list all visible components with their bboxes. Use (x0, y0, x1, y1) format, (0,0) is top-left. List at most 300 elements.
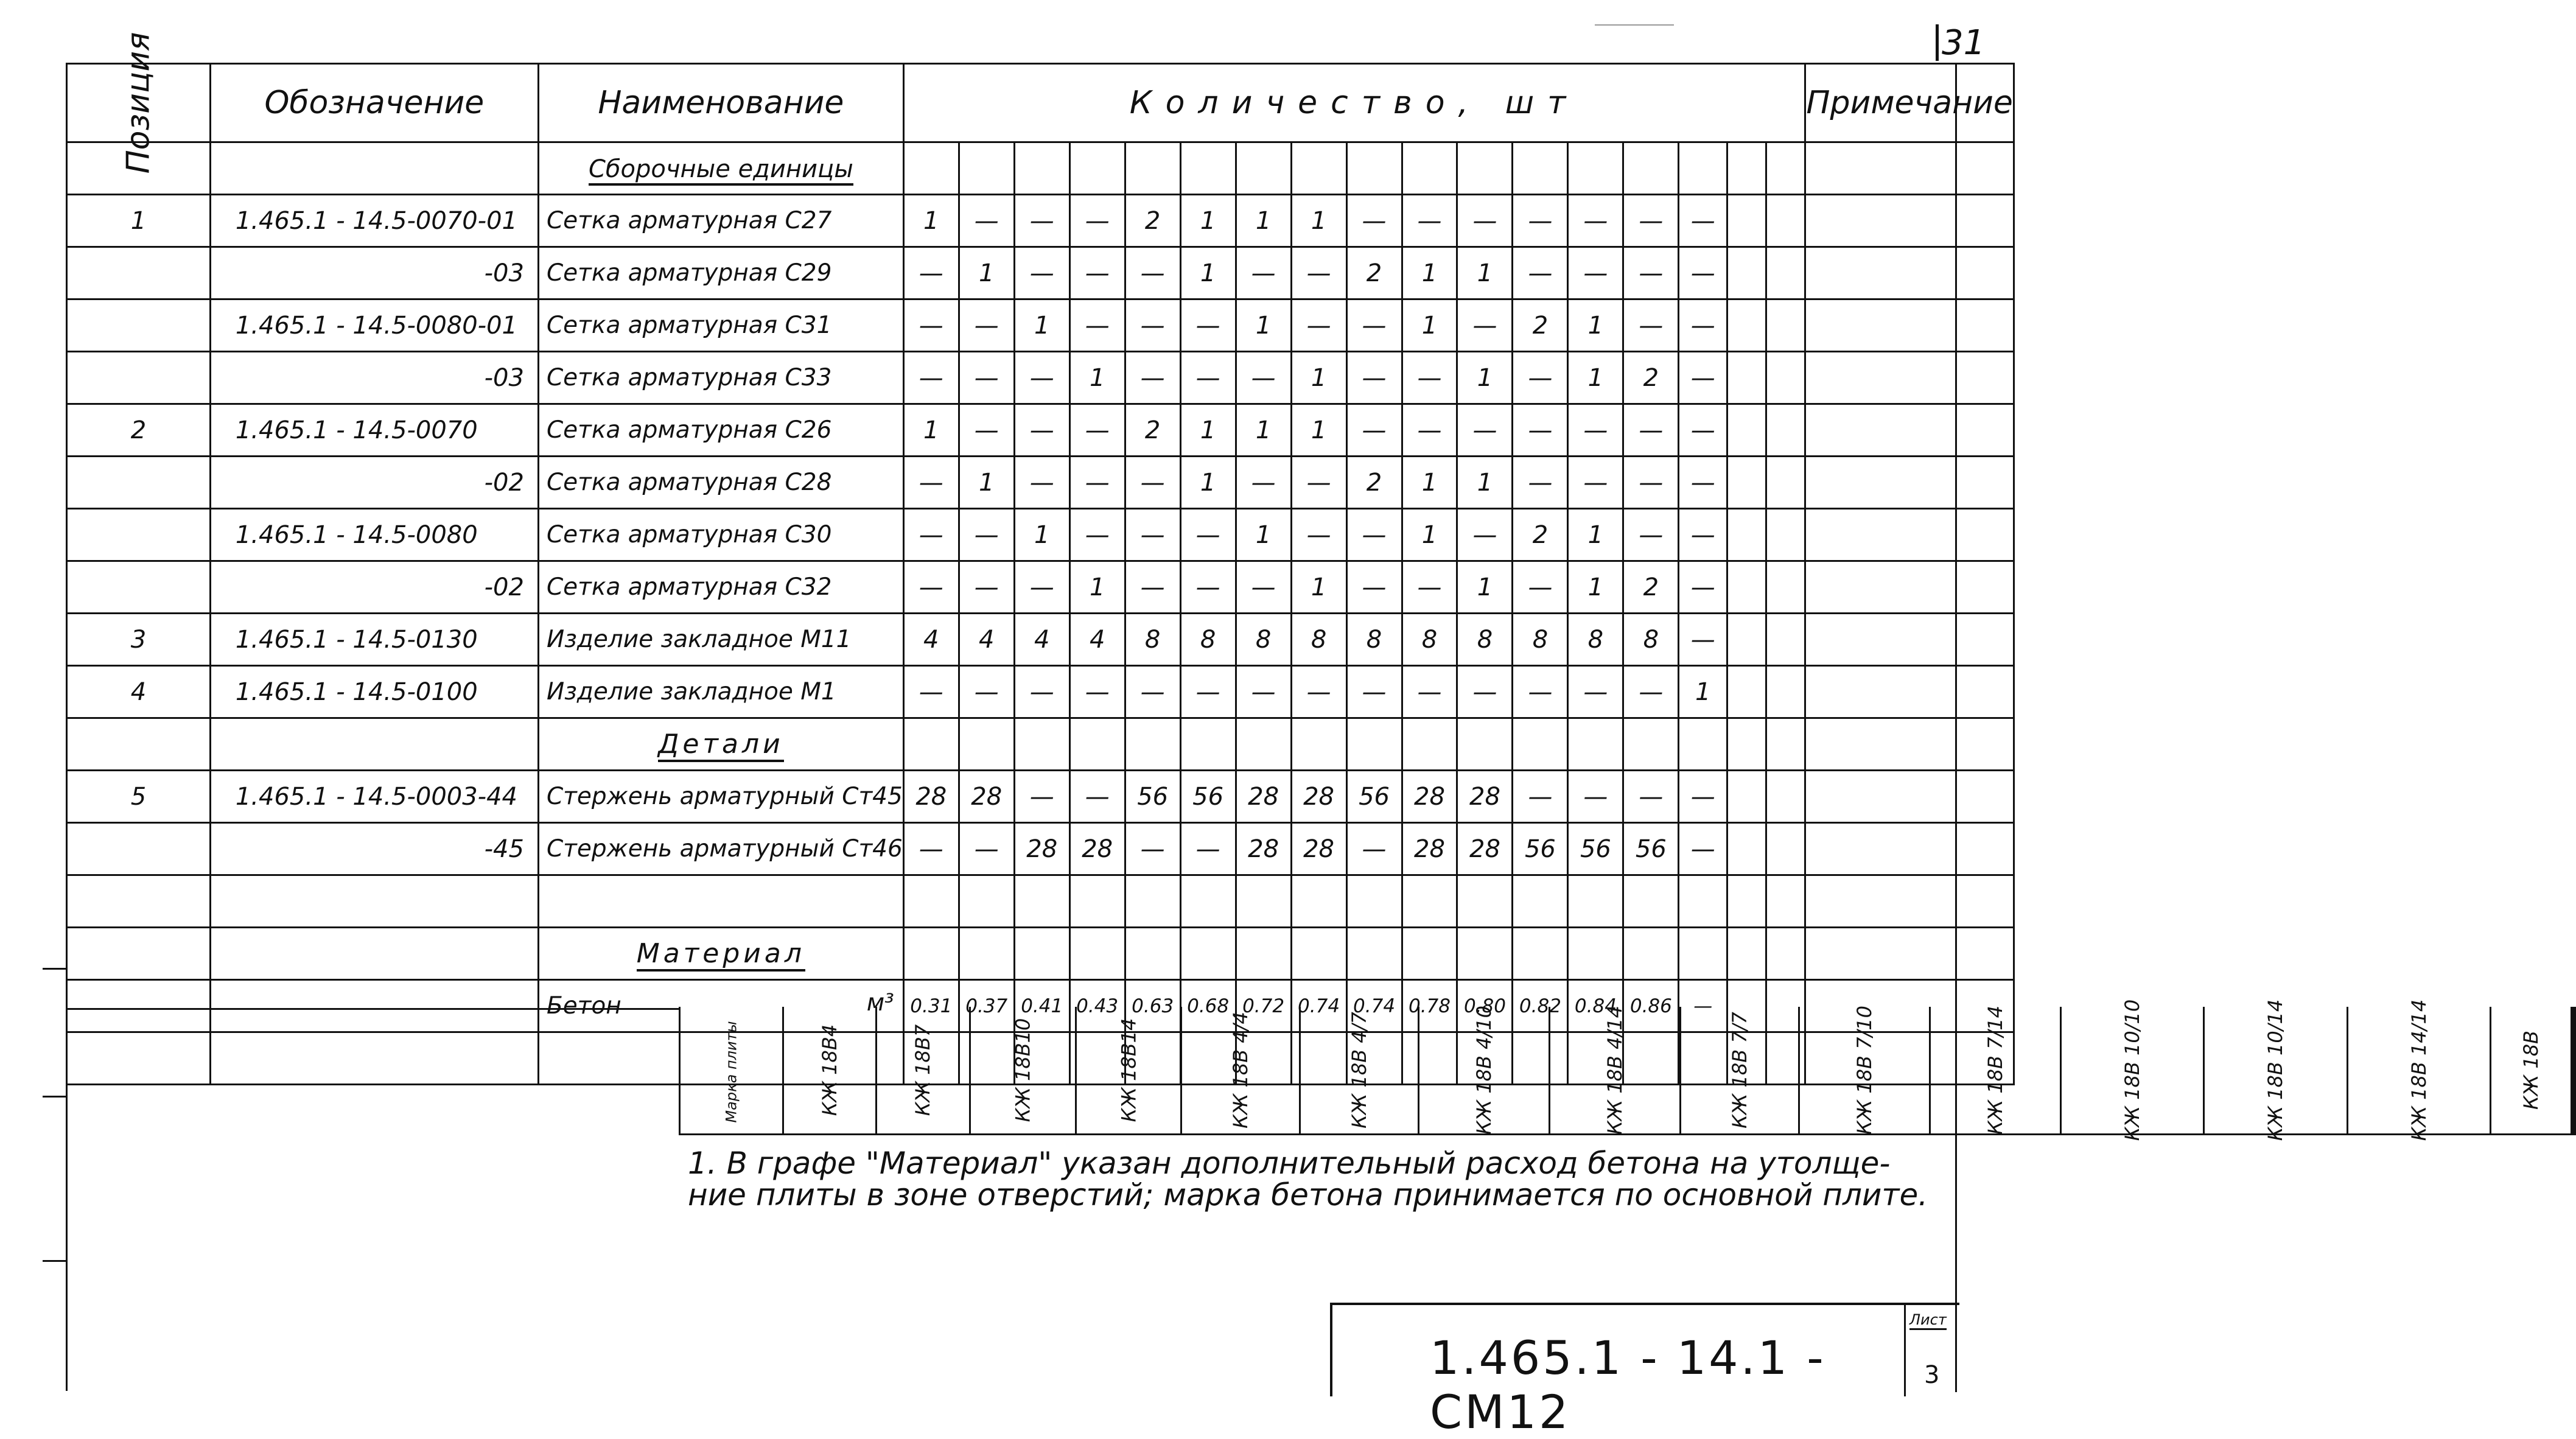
quantity-cell: — (1623, 666, 1679, 718)
quantity-cell (1457, 928, 1513, 980)
quantity-cell (1679, 718, 1727, 771)
quantity-cell: — (1457, 509, 1513, 561)
designation-cell: -02 (210, 457, 538, 509)
name-cell: Изделие закладное М1 (538, 666, 903, 718)
quantity-cell (1766, 404, 1805, 457)
quantity-cell (1069, 142, 1125, 195)
quantity-cell: 1 (903, 404, 959, 457)
name-cell: Сетка арматурная С32 (538, 561, 903, 614)
note-cell (1805, 718, 2014, 771)
quantity-cell: — (1346, 404, 1402, 457)
plate-mark: КЖ 18В10 (1011, 1018, 1035, 1122)
quantity-cell: — (1623, 509, 1679, 561)
quantity-cell (959, 142, 1014, 195)
note-cell (1805, 561, 2014, 614)
section-row (67, 718, 2014, 771)
plate-mark-cell (783, 1007, 877, 1135)
name-cell: Сетка арматурная С30 (538, 509, 903, 561)
name-cell: Сетка арматурная С29 (538, 247, 903, 299)
position-cell: 3 (67, 614, 211, 666)
section-title-text: Материал (637, 938, 805, 972)
quantity-cell: 56 (1346, 771, 1402, 823)
designation-cell (210, 142, 538, 195)
quantity-cell: — (1346, 823, 1402, 875)
quantity-cell: — (1125, 561, 1180, 614)
material-quantity-cell: 0.37 (959, 980, 1014, 1032)
quantity-cell: — (1679, 247, 1727, 299)
quantity-cell (1727, 352, 1766, 404)
plate-mark-cell (1181, 1007, 1300, 1135)
note-cell (1805, 299, 2014, 352)
quantity-cell: — (1402, 352, 1457, 404)
quantity-cell: — (959, 561, 1014, 614)
material-quantity-cell: 0.31 (903, 980, 959, 1032)
empty-cell (1623, 875, 1679, 928)
quantity-cell (1727, 247, 1766, 299)
quantity-cell: — (1125, 299, 1180, 352)
position-cell (67, 718, 211, 771)
quantity-cell: 1 (959, 457, 1014, 509)
designation-cell: 1.465.1 - 14.5-0003-44 (210, 771, 538, 823)
quantity-cell: 1 (1291, 561, 1346, 614)
quantity-cell (1766, 666, 1805, 718)
quantity-cell: 2 (1346, 247, 1402, 299)
quantity-cell (1069, 718, 1125, 771)
plate-mark-cell (1930, 1007, 2060, 1135)
quantity-cell: — (1125, 457, 1180, 509)
quantity-cell: — (1125, 823, 1180, 875)
designation-cell: 1.465.1 - 14.5-0130 (210, 614, 538, 666)
quantity-cell: — (1679, 823, 1727, 875)
quantity-cell: 1 (1291, 404, 1346, 457)
quantity-cell (1766, 509, 1805, 561)
item-row (67, 457, 2014, 509)
quantity-cell: — (1623, 299, 1679, 352)
empty-cell (1679, 875, 1727, 928)
quantity-cell (1513, 928, 1568, 980)
quantity-cell (1568, 928, 1623, 980)
plate-mark: КЖ 18В 7/14 (1983, 1005, 2007, 1135)
note-cell (1805, 509, 2014, 561)
position-cell (67, 299, 211, 352)
quantity-cell: 2 (1623, 561, 1679, 614)
position-cell: 1 (67, 195, 211, 247)
position-cell (67, 247, 211, 299)
footnote-line-2: ние плиты в зоне отверстий; марка бетона принимается по основной плите. (688, 1177, 1928, 1213)
designation-cell: -02 (210, 561, 538, 614)
quantity-cell: — (1236, 666, 1291, 718)
plate-mark-cell (2573, 1007, 2575, 1135)
name-cell: Сетка арматурная С28 (538, 457, 903, 509)
quantity-cell: — (1180, 561, 1236, 614)
quantity-cell (903, 718, 959, 771)
quantity-cell: 56 (1623, 823, 1679, 875)
plate-mark: КЖ 18В 4/7 (1347, 1012, 1371, 1129)
quantity-cell: — (1236, 457, 1291, 509)
position-cell (67, 457, 211, 509)
quantity-cell: — (1623, 404, 1679, 457)
quantity-cell: — (1125, 352, 1180, 404)
quantity-cell: — (1180, 299, 1236, 352)
note-cell (1805, 666, 2014, 718)
quantity-cell (959, 928, 1014, 980)
quantity-cell: — (1014, 247, 1069, 299)
quantity-cell: 1 (903, 195, 959, 247)
quantity-cell: 1 (1180, 195, 1236, 247)
item-row (67, 404, 2014, 457)
quantity-cell (1766, 561, 1805, 614)
quantity-cell: — (1180, 666, 1236, 718)
quantity-cell: 1 (1014, 299, 1069, 352)
quantity-cell: — (903, 247, 959, 299)
quantity-cell: 28 (1236, 823, 1291, 875)
quantity-cell: — (1513, 561, 1568, 614)
quantity-cell (1623, 928, 1679, 980)
quantity-cell (1766, 457, 1805, 509)
empty-row (67, 875, 2014, 928)
plate-mark-cell (1799, 1007, 1930, 1135)
quantity-cell (1766, 195, 1805, 247)
empty-cell (959, 875, 1014, 928)
quantity-cell: — (1346, 561, 1402, 614)
quantity-cell (1457, 718, 1513, 771)
quantity-cell: 1 (1568, 352, 1623, 404)
quantity-cell: 8 (1568, 614, 1623, 666)
quantity-cell: 1 (1402, 457, 1457, 509)
quantity-cell: 2 (1346, 457, 1402, 509)
quantity-cell: — (1679, 614, 1727, 666)
quantity-cell: — (1402, 404, 1457, 457)
plate-mark-cell (877, 1007, 970, 1135)
section-row (67, 928, 2014, 980)
quantity-cell: 2 (1125, 195, 1180, 247)
empty-cell (1125, 875, 1180, 928)
empty-cell (67, 1032, 211, 1085)
quantity-cell (1727, 457, 1766, 509)
designation-cell: 1.465.1 - 14.5-0070 (210, 404, 538, 457)
plate-mark-cell (1549, 1007, 1680, 1135)
item-row (67, 352, 2014, 404)
quantity-cell: 8 (1402, 614, 1457, 666)
quantity-cell: — (1457, 666, 1513, 718)
name-cell: Стержень арматурный Ст45 (538, 771, 903, 823)
footnote (688, 1147, 1930, 1211)
designation-cell (210, 718, 538, 771)
sheet-box (1904, 1305, 1959, 1396)
quantity-cell: — (903, 666, 959, 718)
quantity-cell (1291, 142, 1346, 195)
material-quantity-cell: 0.82 (1513, 980, 1568, 1032)
quantity-cell: — (1513, 247, 1568, 299)
quantity-cell: 1 (1014, 509, 1069, 561)
quantity-cell (1766, 771, 1805, 823)
quantity-cell (1125, 928, 1180, 980)
quantity-cell (1766, 352, 1805, 404)
quantity-cell: — (1513, 666, 1568, 718)
material-quantity-cell: 0.63 (1125, 980, 1180, 1032)
quantity-cell (1402, 142, 1457, 195)
quantity-cell (1513, 142, 1568, 195)
quantity-cell (1402, 928, 1457, 980)
designation-cell (210, 980, 538, 1032)
quantity-cell: 8 (1291, 614, 1346, 666)
quantity-cell: — (903, 299, 959, 352)
quantity-cell: — (1291, 457, 1346, 509)
header-row (67, 64, 2014, 142)
designation-cell: 1.465.1 - 14.5-0100 (210, 666, 538, 718)
quantity-cell: 28 (959, 771, 1014, 823)
plate-mark: КЖ 18В 4/4 (1229, 1012, 1253, 1129)
quantity-cell (1679, 928, 1727, 980)
empty-cell (1236, 875, 1291, 928)
material-quantity-cell: 0.43 (1069, 980, 1125, 1032)
empty-cell (1766, 875, 1805, 928)
material-quantity-cell: 0.74 (1291, 980, 1346, 1032)
quantity-cell (1457, 142, 1513, 195)
quantity-cell: 28 (1291, 823, 1346, 875)
name-cell: Сетка арматурная С27 (538, 195, 903, 247)
plate-mark: КЖ 18В7 (911, 1024, 935, 1116)
item-row (67, 509, 2014, 561)
quantity-cell: 1 (1069, 561, 1125, 614)
empty-cell (903, 875, 959, 928)
quantity-cell: 1 (959, 247, 1014, 299)
section-title (538, 142, 903, 195)
quantity-cell: — (959, 299, 1014, 352)
quantity-cell: — (959, 404, 1014, 457)
quantity-cell (1623, 142, 1679, 195)
item-row (67, 195, 2014, 247)
position-cell: 2 (67, 404, 211, 457)
material-quantity-cell: — (1679, 980, 1727, 1032)
section-row (67, 142, 2014, 195)
material-quantity-cell: 0.72 (1236, 980, 1291, 1032)
specification-table (66, 32, 2015, 1085)
plate-mark-cell (1680, 1007, 1799, 1135)
quantity-cell (1766, 299, 1805, 352)
quantity-cell: — (1402, 561, 1457, 614)
empty-cell (538, 875, 903, 928)
quantity-cell: 28 (903, 771, 959, 823)
quantity-cell (1766, 718, 1805, 771)
quantity-cell: 1 (1180, 247, 1236, 299)
note-cell (1805, 404, 2014, 457)
material-quantity-cell: 0.68 (1180, 980, 1236, 1032)
quantity-cell (1291, 928, 1346, 980)
material-unit: м³ (866, 989, 894, 1017)
empty-cell (1727, 875, 1766, 928)
quantity-cell: — (1069, 299, 1125, 352)
quantity-cell: 28 (1069, 823, 1125, 875)
quantity-cell: — (1069, 771, 1125, 823)
empty-cell (1014, 875, 1069, 928)
quantity-cell: — (1014, 666, 1069, 718)
plate-mark-cell (1300, 1007, 1419, 1135)
note-cell (1805, 352, 2014, 404)
item-row (67, 614, 2014, 666)
quantity-cell: — (1346, 195, 1402, 247)
quantity-cell (959, 718, 1014, 771)
quantity-cell (1069, 928, 1125, 980)
quantity-cell: 1 (1568, 509, 1623, 561)
quantity-cell: — (1568, 771, 1623, 823)
quantity-cell: — (1346, 666, 1402, 718)
position-cell (67, 561, 211, 614)
quantity-cell: 8 (1346, 614, 1402, 666)
quantity-cell (1180, 928, 1236, 980)
quantity-cell: — (1180, 823, 1236, 875)
quantity-cell: — (1623, 247, 1679, 299)
quantity-cell: — (1291, 509, 1346, 561)
quantity-cell (1766, 823, 1805, 875)
quantity-cell: — (1125, 509, 1180, 561)
empty-cell (1346, 875, 1402, 928)
quantity-cell: 28 (1457, 771, 1513, 823)
note-cell (1805, 457, 2014, 509)
margin-tick (43, 1096, 67, 1098)
plate-mark-cell (2204, 999, 2347, 1141)
designation-cell: -45 (210, 823, 538, 875)
quantity-cell: 28 (1236, 771, 1291, 823)
quantity-cell: — (1291, 247, 1346, 299)
quantity-cell: — (1402, 666, 1457, 718)
designation-cell: 1.465.1 - 14.5-0080-01 (210, 299, 538, 352)
top-mark-line (1595, 24, 1674, 26)
position-cell: 4 (67, 666, 211, 718)
quantity-cell: — (1291, 299, 1346, 352)
quantity-cell: 1 (1402, 299, 1457, 352)
quantity-cell: 8 (1457, 614, 1513, 666)
quantity-cell (1727, 614, 1766, 666)
name-header: Наименование (538, 64, 903, 142)
quantity-cell (1236, 928, 1291, 980)
quantity-cell: — (1014, 195, 1069, 247)
quantity-cell: 1 (1457, 247, 1513, 299)
material-quantity-cell: 0.84 (1568, 980, 1623, 1032)
empty-cell (1568, 875, 1623, 928)
plate-mark: КЖ 18В 4/14 (1603, 1005, 1626, 1135)
quantity-cell: 28 (1457, 823, 1513, 875)
quantity-cell: — (1623, 457, 1679, 509)
quantity-cell: — (903, 561, 959, 614)
quantity-cell: — (903, 352, 959, 404)
quantity-cell: — (1069, 247, 1125, 299)
quantity-cell: 2 (1513, 509, 1568, 561)
plate-marks-row (680, 1007, 2575, 1135)
designation-cell: -03 (210, 247, 538, 299)
designation-header: Обозначение (210, 64, 538, 142)
empty-cell (1069, 875, 1125, 928)
quantity-cell: 56 (1180, 771, 1236, 823)
position-header: Позиция (67, 64, 211, 142)
empty-cell (1291, 875, 1346, 928)
quantity-cell: — (1568, 666, 1623, 718)
plate-mark: КЖ 18В 10/10 (2120, 999, 2144, 1141)
plate-mark: КЖ 18В 7/7 (1727, 1012, 1751, 1129)
material-quantity-cell: 0.41 (1014, 980, 1069, 1032)
quantity-cell: — (903, 457, 959, 509)
quantity-cell: — (1236, 352, 1291, 404)
quantity-cell (1679, 142, 1727, 195)
section-title (538, 928, 903, 980)
quantity-cell: 1 (1180, 404, 1236, 457)
quantity-cell (1236, 718, 1291, 771)
plate-mark-cell (2490, 1007, 2571, 1135)
designation-cell: 1.465.1 - 14.5-0070-01 (210, 195, 538, 247)
note-cell (1805, 771, 2014, 823)
quantity-cell (1568, 142, 1623, 195)
plate-mark: КЖ 18В14 (1116, 1018, 1140, 1122)
material-quantity-cell: 0.86 (1623, 980, 1679, 1032)
quantity-cell: — (903, 509, 959, 561)
quantity-cell: — (1568, 457, 1623, 509)
quantity-cell: — (1679, 195, 1727, 247)
quantity-cell: 28 (1291, 771, 1346, 823)
quantity-cell: 4 (1014, 614, 1069, 666)
note-cell (1805, 142, 2014, 195)
quantity-cell (1727, 771, 1766, 823)
document-code: 1.465.1 - 14.1 - СМ12 (1430, 1331, 1826, 1439)
empty-cell (1180, 875, 1236, 928)
material-quantity-cell: 0.74 (1346, 980, 1402, 1032)
quantity-cell: — (1457, 299, 1513, 352)
quantity-cell: 56 (1568, 823, 1623, 875)
plate-mark: КЖ 18В (2519, 1030, 2543, 1110)
quantity-cell: 1 (1457, 561, 1513, 614)
name-cell: Сетка арматурная С33 (538, 352, 903, 404)
material-quantity-cell: 0.78 (1402, 980, 1457, 1032)
quantity-cell: — (959, 509, 1014, 561)
section-title-text: Детали (658, 729, 784, 762)
quantity-cell (1727, 561, 1766, 614)
quantity-cell (1727, 299, 1766, 352)
quantity-cell: — (1679, 457, 1727, 509)
plate-mark-label: Марка плиты (723, 1021, 740, 1123)
quantity-cell: 1 (1236, 195, 1291, 247)
quantity-cell (1014, 142, 1069, 195)
position-cell (67, 509, 211, 561)
quantity-cell: — (1568, 247, 1623, 299)
item-row (67, 299, 2014, 352)
quantity-cell: — (1014, 404, 1069, 457)
quantity-cell: 1 (1291, 195, 1346, 247)
quantity-cell: — (1236, 247, 1291, 299)
quantity-cell: — (1513, 352, 1568, 404)
quantity-cell: 8 (1180, 614, 1236, 666)
quantity-cell: — (1069, 509, 1125, 561)
quantity-cell: — (1125, 247, 1180, 299)
section-title-text: Сборочные единицы (589, 155, 853, 186)
quantity-cell: — (1346, 509, 1402, 561)
quantity-cell (1727, 509, 1766, 561)
quantity-cell: — (1623, 771, 1679, 823)
note-cell (1805, 247, 2014, 299)
quantity-cell: — (1457, 404, 1513, 457)
name-cell: Стержень арматурный Ст46 (538, 823, 903, 875)
plate-mark-cell (2347, 999, 2490, 1141)
sheet-number: 31 (1942, 23, 1986, 63)
quantity-cell: — (1069, 404, 1125, 457)
quantity-cell: — (1457, 195, 1513, 247)
designation-cell: -03 (210, 352, 538, 404)
quantity-cell: 28 (1402, 823, 1457, 875)
quantity-cell (903, 928, 959, 980)
position-cell: 5 (67, 771, 211, 823)
section-title (538, 718, 903, 771)
quantity-cell (1727, 823, 1766, 875)
position-cell (67, 352, 211, 404)
quantity-cell: 1 (1568, 561, 1623, 614)
